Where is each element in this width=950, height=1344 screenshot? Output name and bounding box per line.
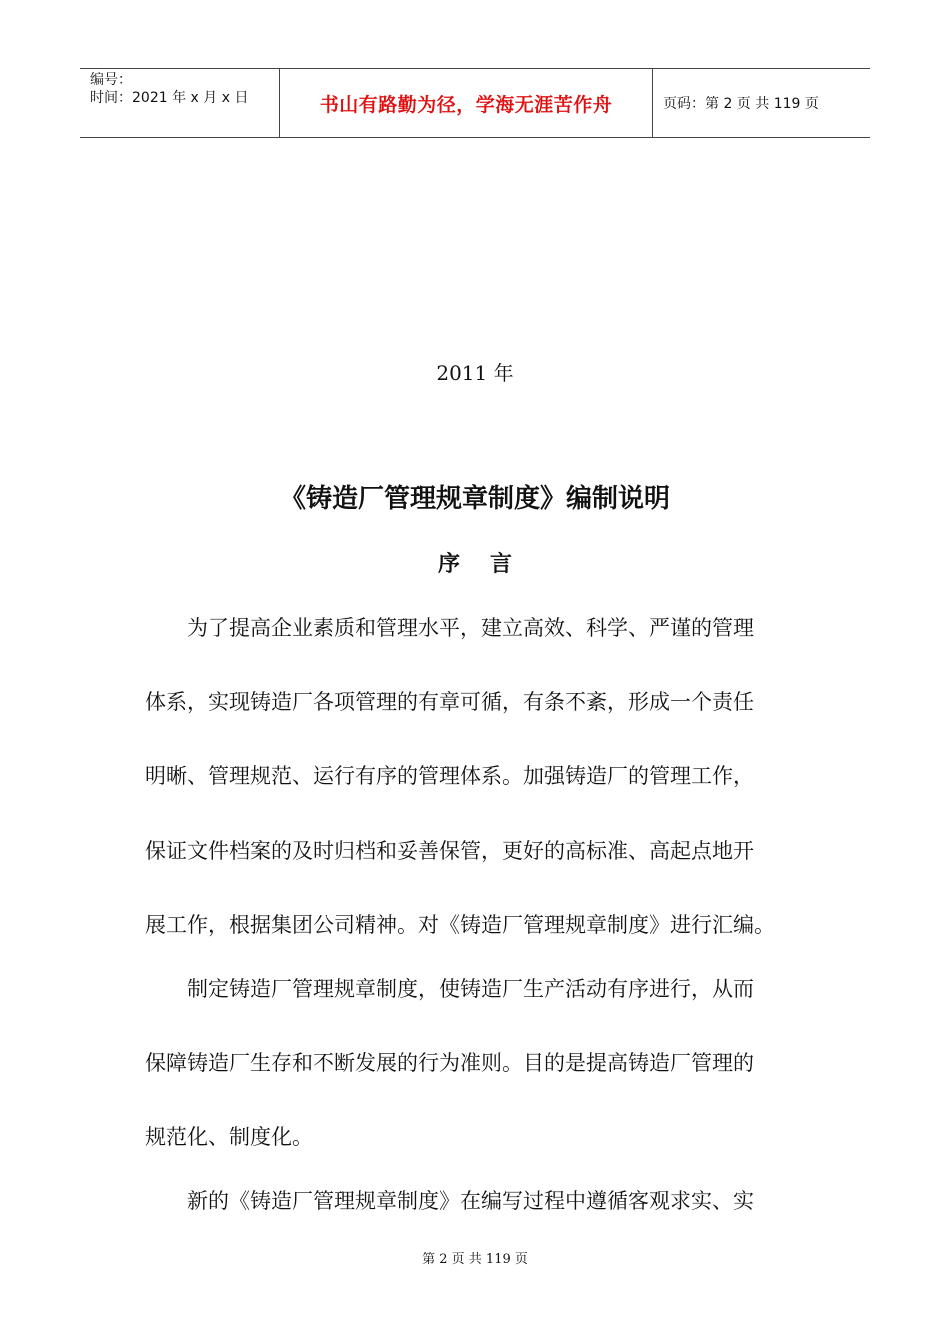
header-motto: 书山有路勤为径，学海无涯苦作舟	[280, 69, 653, 137]
page-footer: 第 2 页 共 119 页	[422, 1252, 528, 1267]
page-header	[80, 68, 870, 138]
body-line: 新的《铸造厂管理规章制度》在编写过程中遵循客观求实、实	[145, 1189, 754, 1213]
header-meta	[80, 69, 280, 137]
body-line: 体系，实现铸造厂各项管理的有章可循，有条不紊，形成一个责任	[145, 690, 754, 714]
body-line: 制定铸造厂管理规章制度，使铸造厂生产活动有序进行，从而	[145, 977, 754, 1001]
body-line: 保证文件档案的及时归档和妥善保管，更好的高标准、高起点地开	[145, 839, 754, 863]
body-line: 展工作，根据集团公司精神。对《铸造厂管理规章制度》进行汇编。	[145, 913, 775, 937]
year-label: 2011 年	[436, 361, 514, 385]
section-heading-char-2: 言	[490, 552, 513, 577]
document-title: 《铸造厂管理规章制度》编制说明	[279, 484, 670, 514]
body-line: 为了提高企业素质和管理水平，建立高效、科学、严谨的管理	[145, 616, 754, 640]
number-label: 编号：	[90, 72, 132, 88]
body-line: 规范化、制度化。	[145, 1125, 313, 1149]
body-line: 保障铸造厂生存和不断发展的行为准则。目的是提高铸造厂管理的	[145, 1051, 754, 1075]
header-page-info: 页码：第 2 页 共 119 页	[663, 96, 819, 112]
section-heading-char-1: 序	[437, 552, 460, 577]
time-label: 时间：2021 年 x 月 x 日	[90, 90, 249, 106]
section-heading	[0, 547, 950, 578]
body-line: 明晰、管理规范、运行有序的管理体系。加强铸造厂的管理工作，	[145, 764, 754, 788]
